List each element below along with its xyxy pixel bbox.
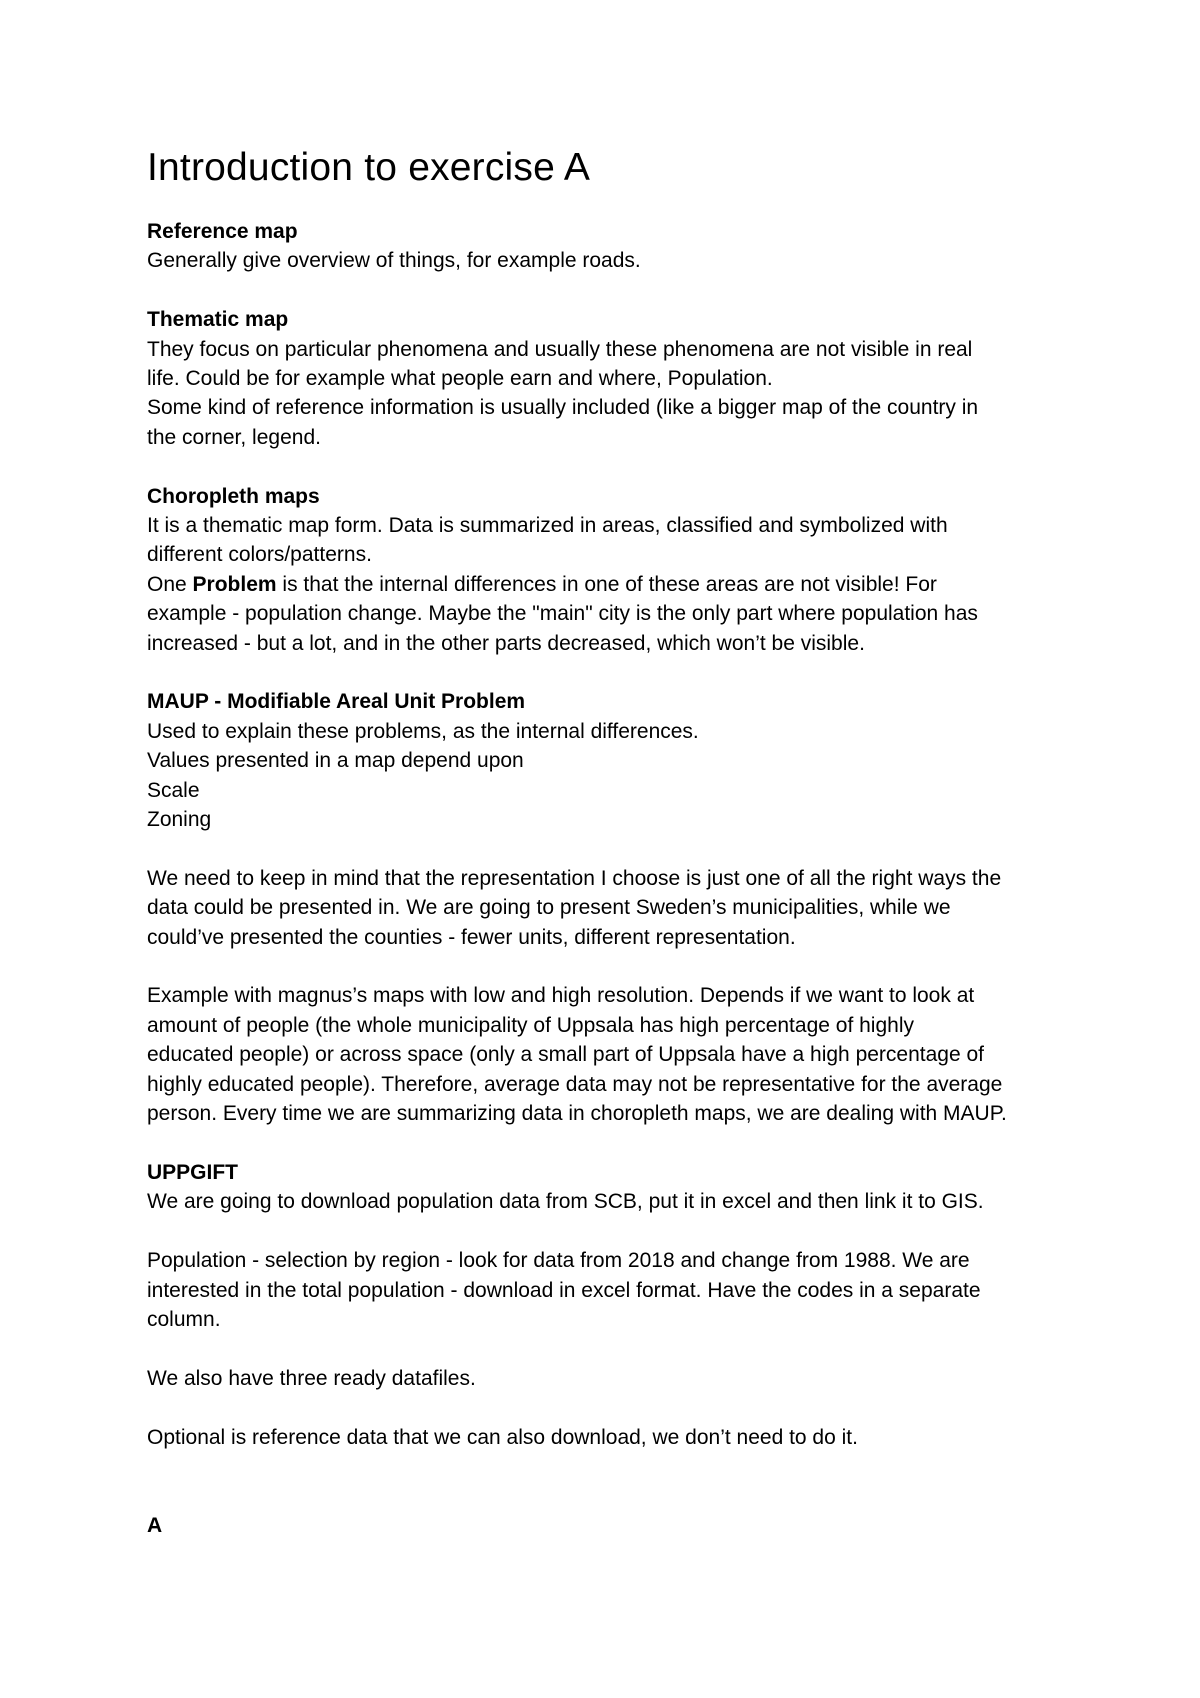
heading-reference-map: Reference map: [147, 220, 298, 243]
paragraph-line: Zoning: [147, 808, 212, 832]
paragraph-line: educated people) or across space (only a small part of Uppsala have a high percentage of: [147, 1043, 985, 1067]
paragraph-line: interested in the total population - download in excel format. Have the codes in a separate: [147, 1278, 981, 1302]
heading-maup: MAUP - Modifiable Areal Unit Problem: [147, 690, 526, 714]
spacer: [147, 658, 1087, 687]
spacer: [147, 1334, 1087, 1363]
paragraph-line: person. Every time we are summarizing data in choropleth maps, we are dealing with MAUP.: [147, 1102, 1007, 1126]
paragraph-line: Example with magnus’s maps with low and high resolution. Depends if we want to look at: [147, 984, 975, 1008]
paragraph-line: Some kind of reference information is usually included (like a bigger map of the country in: [147, 396, 979, 420]
problem-suffix: is that the internal differences in one of these areas are not visible! For: [276, 572, 937, 596]
paragraph-line: It is a thematic map form. Data is summarized in areas, classified and symbolized with: [147, 514, 948, 538]
page-title: Introduction to exercise A: [147, 146, 591, 189]
paragraph-line: column.: [147, 1307, 221, 1331]
paragraph-line: Generally give overview of things, for example roads.: [147, 249, 641, 273]
problem-prefix: One: [147, 572, 193, 596]
paragraph-line: Optional is reference data that we can also download, we don’t need to do it.: [147, 1425, 858, 1449]
document-page: [147, 142, 1087, 1540]
paragraph-line: amount of people (the whole municipality of Uppsala has high percentage of highly: [147, 1013, 914, 1037]
paragraph-line: different colors/patterns.: [147, 543, 372, 567]
paragraph-line: the corner, legend.: [147, 425, 321, 449]
paragraph-line: data could be presented in. We are going to present Sweden’s municipalities, while we: [147, 896, 951, 920]
paragraph-line: They focus on particular phenomena and usually these phenomena are not visible in real: [147, 337, 973, 361]
spacer: [147, 834, 1087, 863]
paragraph-line: Used to explain these problems, as the internal differences.: [147, 719, 699, 743]
heading-uppgift: UPPGIFT: [147, 1160, 239, 1184]
paragraph-line: Scale: [147, 778, 200, 802]
spacer: [147, 452, 1087, 481]
spacer: [147, 1393, 1087, 1422]
spacer: [147, 1217, 1087, 1246]
paragraph-line: We also have three ready datafiles.: [147, 1366, 476, 1390]
paragraph-line: example - population change. Maybe the "main" city is the only part where population has: [147, 602, 978, 626]
heading-thematic-map: Thematic map: [147, 308, 289, 332]
paragraph-line: life. Could be for example what people earn and where, Population.: [147, 367, 773, 391]
spacer: [147, 952, 1087, 981]
paragraph-line-problem: [147, 570, 1087, 599]
paragraph-line: We are going to download population data from SCB, put it in excel and then link it to GIS.: [147, 1190, 984, 1214]
paragraph-line: Population - selection by region - look for data from 2018 and change from 1988. We are: [147, 1249, 970, 1273]
spacer: [147, 1481, 1087, 1510]
paragraph-line: Values presented in a map depend upon: [147, 749, 524, 773]
paragraph-line: increased - but a lot, and in the other parts decreased, which won’t be visible.: [147, 631, 865, 655]
spacer: [147, 276, 1087, 305]
heading-a: A: [147, 1513, 163, 1537]
paragraph-line: highly educated people). Therefore, average data may not be representative for the average: [147, 1072, 1003, 1096]
problem-keyword: Problem: [192, 572, 277, 596]
spacer: [147, 1452, 1087, 1481]
paragraph-line: could’ve presented the counties - fewer units, different representation.: [147, 925, 796, 949]
spacer: [147, 1129, 1087, 1158]
paragraph-line: We need to keep in mind that the representation I choose is just one of all the right ways the: [147, 866, 1002, 890]
heading-choropleth-maps: Choropleth maps: [147, 484, 320, 508]
